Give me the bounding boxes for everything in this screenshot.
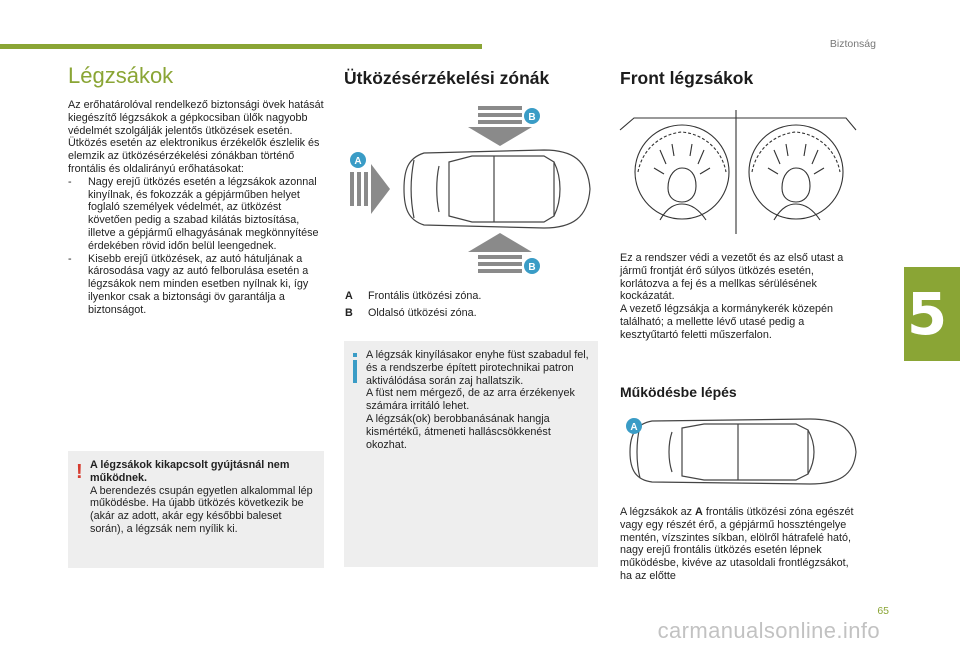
- list-item: - Nagy erejű ütközés esetén a légzsákok azonnal kinyílnak, és fokozzák a gépjárműben helyet foglaló személyek védelmét, az ütközést követően pedig a szabad kilátás biztosítása, illetve a gépjármű elhagyásának megkönnyítése érdekében rövid időn belül leengednek.: [68, 176, 324, 253]
- warning-box: [68, 451, 324, 568]
- car-outline: [404, 150, 590, 228]
- car-top-view-zones-diagram: [344, 100, 594, 280]
- legend-row-a: [345, 290, 481, 302]
- deployment-text-zone-key: A: [695, 506, 703, 518]
- intro-paragraph: Az erőhatárolóval rendelkező biztonsági övek hatását kiegészítő légzsákok a gépkocsiban ülők nagyobb védelmét szolgálják jelentős ütközések esetén. Ütközés esetén az elektronikus érzékelők észlelik és elemzik az ütközésérzékelési zónákban történő frontális és oldalirányú erőhatásokat:: [68, 99, 324, 175]
- watermark: carmanualsonline.info: [657, 618, 880, 643]
- zone-label-b-bottom: B: [528, 262, 536, 273]
- warning-title: A légzsákok kikapcsolt gyújtásnál nem működnek.: [90, 459, 290, 484]
- legend-key: A: [345, 290, 353, 302]
- legend-text: Oldalsó ütközési zóna.: [368, 307, 477, 319]
- front-airbags-title: Front légzsákok: [620, 68, 754, 88]
- impact-list: [68, 176, 324, 317]
- chapter-number: 5: [906, 280, 948, 348]
- zone-label-a-frontal: A: [630, 422, 638, 433]
- legend-text: Frontális ütközési zóna.: [368, 290, 482, 302]
- section-name: Biztonság: [829, 38, 876, 50]
- warning-text: A berendezés csupán egyetlen alkalommal lép működésbe. Ha újabb ütközés következik be (akár az adott, akár egy későbbi baleset során), a légzsák nem nyílik ki.: [90, 484, 313, 535]
- front-airbags-text: [620, 252, 856, 342]
- zone-badge-b-top: [524, 108, 540, 124]
- chapter-tab: [904, 267, 960, 361]
- deployment-text-suffix: frontális ütközési zóna egészét vagy egy részét érő, a gépjármű hosszténgelye mentén, vízszintes síkban, elölről hátrafelé ható, nagy erejű frontális ütközés esetén lépnek működésbe, kivéve az utasoldali frontlégzsákot, ha az előtte: [620, 506, 854, 582]
- list-item: - Kisebb erejű ütközések, az autó hátuljának a károsodása vagy az autó felborulása esetén a légzsákok nem minden esetben nyílnak ki, így ilyenkor csak a biztonsági öv garantálja a biztonságot.: [68, 253, 324, 317]
- legend-row-b: [345, 307, 477, 319]
- legend-key: B: [345, 307, 353, 319]
- col1-body: [68, 99, 324, 317]
- deployment-title: Működésbe lépés: [620, 384, 737, 400]
- info-icon: [352, 353, 358, 383]
- warning-icon: !: [76, 461, 83, 483]
- page-number: 65: [877, 605, 889, 617]
- deployment-text-prefix: A légzsákok az: [620, 506, 696, 518]
- page-title: Légzsákok: [68, 63, 174, 88]
- zone-label-a: A: [354, 156, 362, 167]
- front-airbags-paragraph: Ez a rendszer védi a vezetőt és az első utast a jármű frontját érő súlyos ütközés esetén, korlátozva a fej és a mellkas sérülésének kockázatát. A vezető légzsákja a kormánykerék közepén található; a mellette lévő utasé pedig a kesztyűtartó feletti műszerfalon.: [620, 252, 844, 341]
- side-impact-arrow-top: [468, 106, 532, 146]
- front-airbags-illustration: [620, 110, 856, 234]
- zone-badge-b-bottom: [524, 258, 540, 274]
- detection-zones-title: Ütközésérzékelési zónák: [344, 68, 550, 88]
- info-box: [344, 341, 598, 567]
- side-impact-arrow-bottom: [468, 233, 532, 273]
- zone-badge-a: [350, 152, 366, 168]
- deployment-text: [620, 506, 856, 583]
- deployment-paragraph: [620, 506, 856, 583]
- zone-badge-a-frontal: [626, 418, 642, 434]
- info-text: A légzsák kinyílásakor enyhe füst szabadul fel, és a rendszerbe épített pirotechnikai patron aktiválódása során zaj hallatszik. A füst nem mérgező, de az arra érzékenyek számára irritáló lehet. A légzsák(ok) berobbanásának hangja kismértékű, átmeneti halláscsökkenést okozhat.: [366, 349, 589, 451]
- frontal-impact-arrow: [350, 164, 390, 214]
- zone-label-b-top: B: [528, 112, 536, 123]
- header-accent-bar: [0, 44, 482, 49]
- car-frontal-zone-diagram: [620, 414, 856, 488]
